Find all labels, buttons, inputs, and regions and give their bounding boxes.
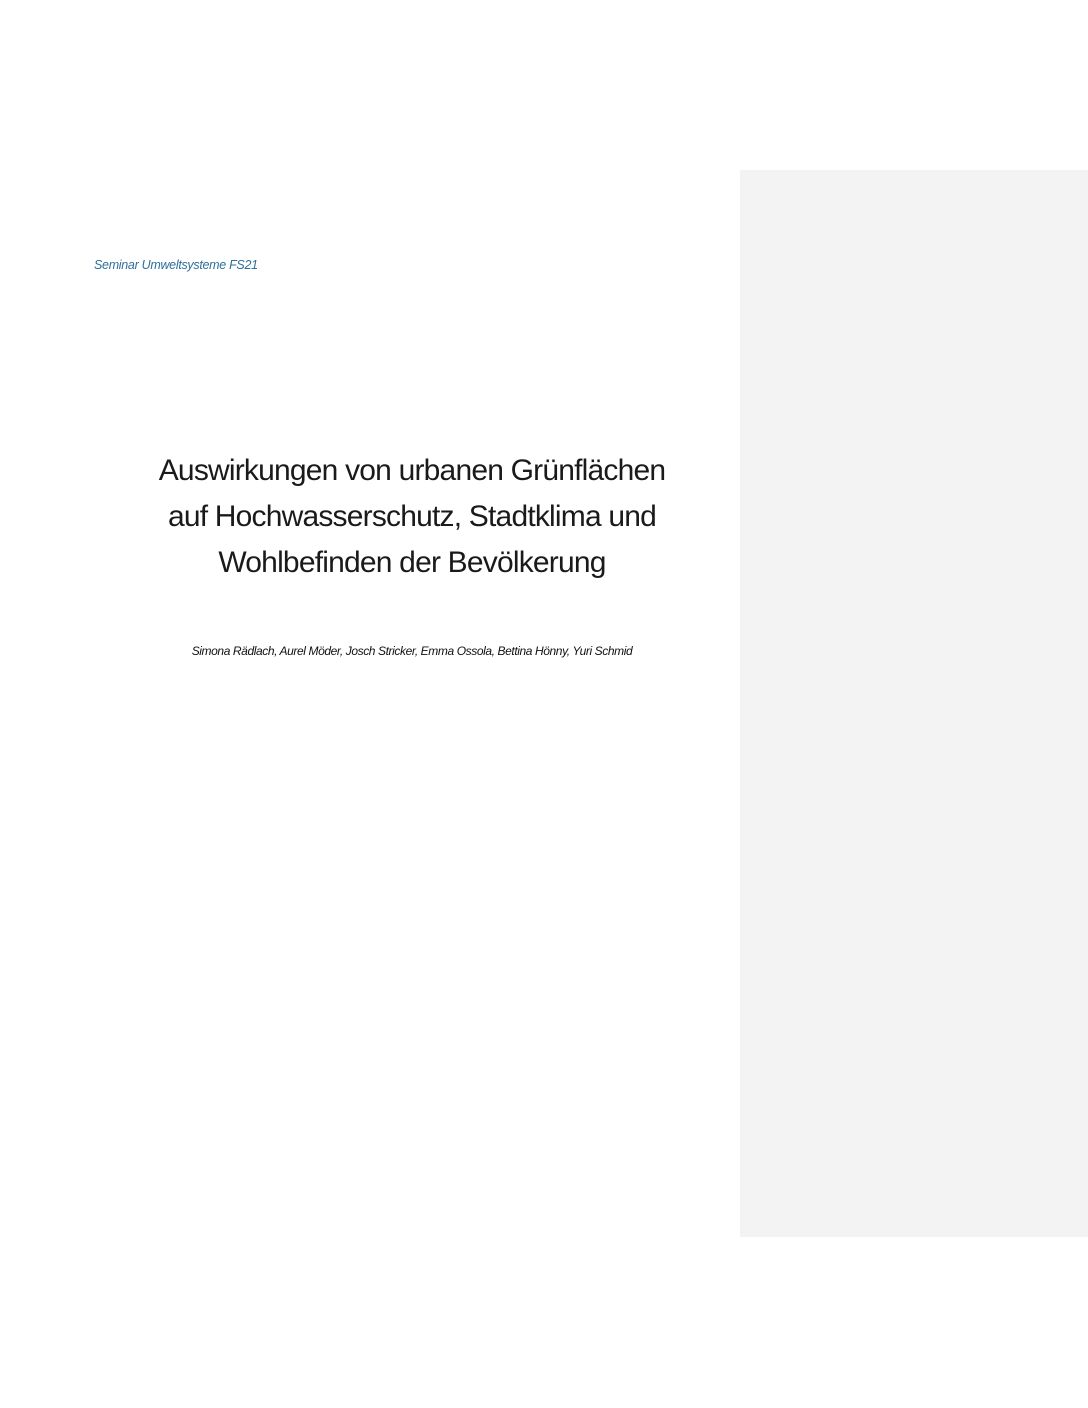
authors-line: Simona Rädlach, Aurel Möder, Josch Stricker, Emma Ossola, Bettina Hönny, Yuri Schmid bbox=[191, 644, 633, 658]
title-line-3: Wohlbefinden der Bevölkerung bbox=[218, 546, 606, 579]
seminar-label: Seminar Umweltsysteme FS21 bbox=[94, 258, 258, 272]
document-title bbox=[80, 448, 744, 586]
title-line-2: auf Hochwasserschutz, Stadtklima und bbox=[167, 500, 657, 533]
title-line-1: Auswirkungen von urbanen Grünflächen bbox=[158, 454, 666, 487]
comment-margin-pane bbox=[740, 170, 1088, 1237]
